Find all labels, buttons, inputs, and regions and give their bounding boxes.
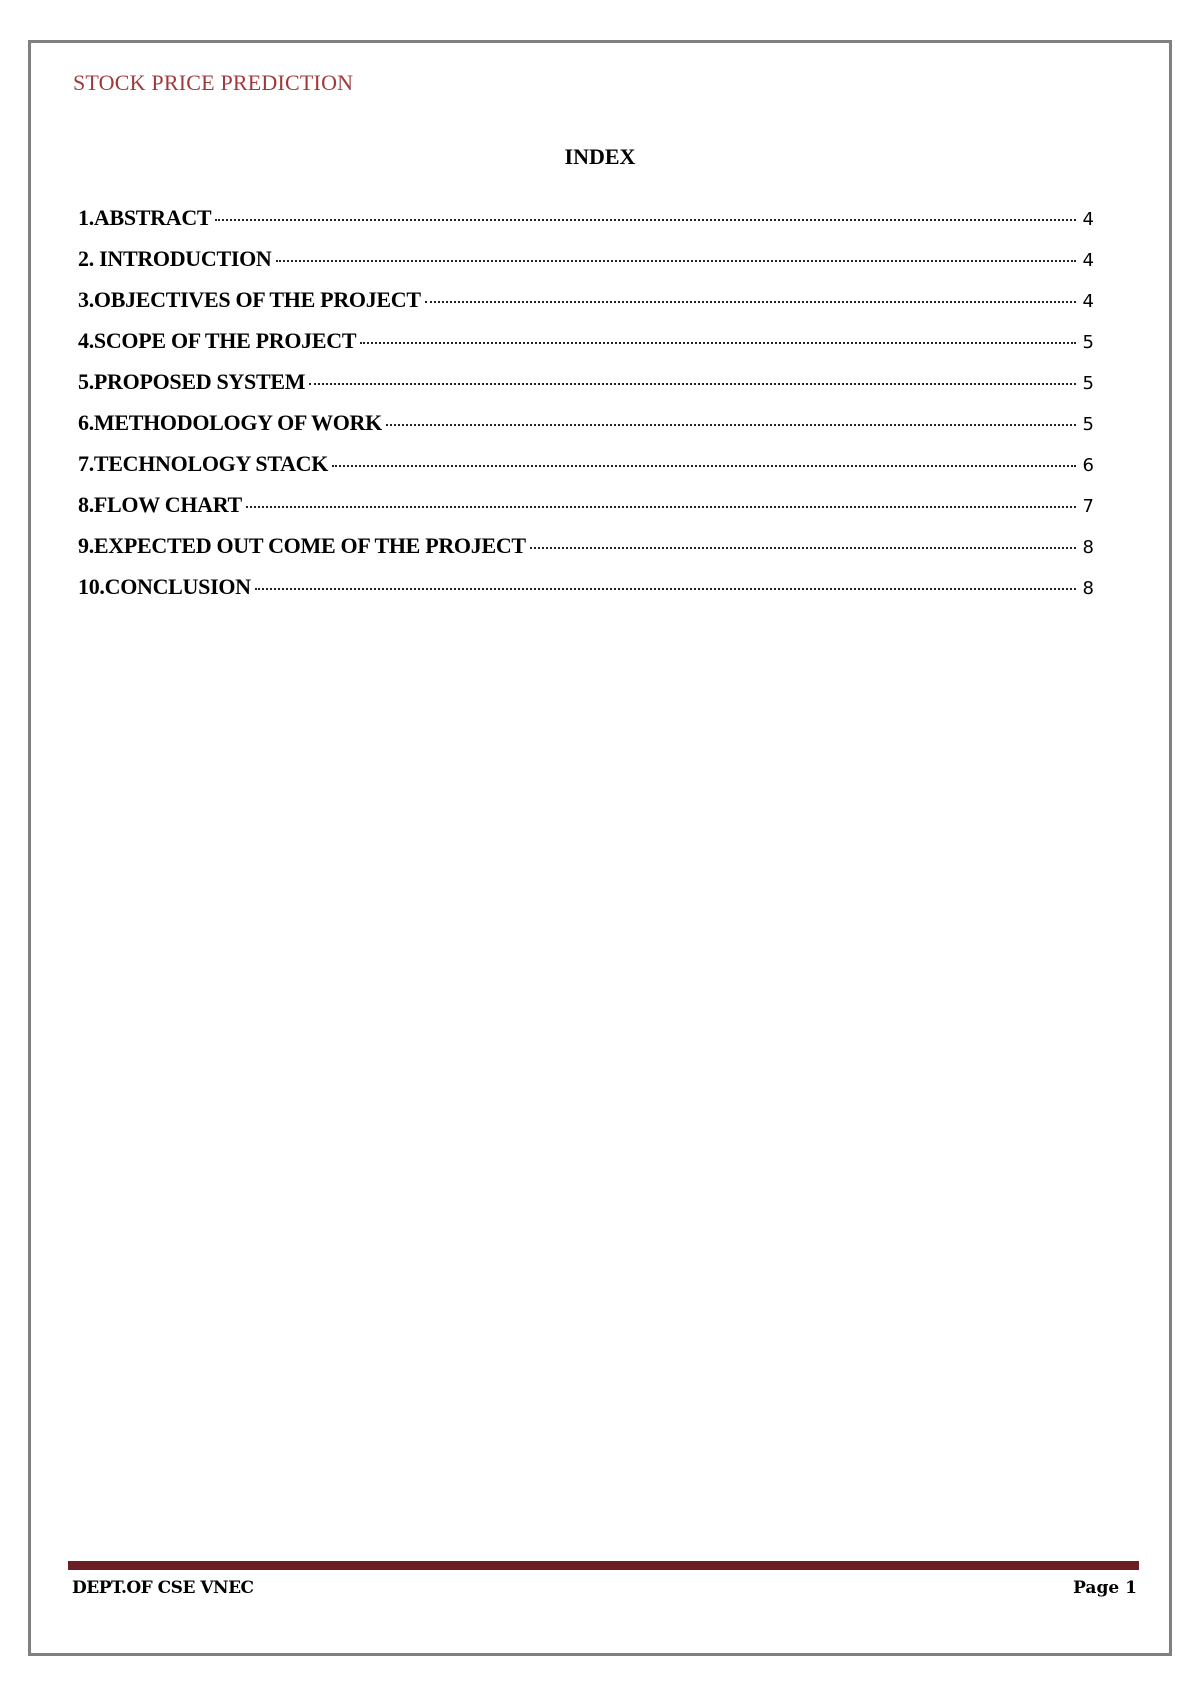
toc-entry-label: 9.EXPECTED OUT COME OF THE PROJECT — [78, 533, 526, 558]
toc-entry-objectives[interactable] — [78, 287, 1094, 328]
dot-leader — [360, 342, 1076, 344]
dot-leader — [246, 506, 1076, 508]
dot-leader — [425, 301, 1076, 303]
table-of-contents — [78, 205, 1094, 615]
dot-leader — [215, 219, 1076, 221]
toc-entry-label: 8.FLOW CHART — [78, 492, 242, 517]
toc-entry-abstract[interactable] — [78, 205, 1094, 246]
toc-entry-label: 3.OBJECTIVES OF THE PROJECT — [78, 287, 421, 312]
toc-entry-introduction[interactable] — [78, 246, 1094, 287]
toc-entry-label: 7.TECHNOLOGY STACK — [78, 451, 329, 476]
toc-entry-flow-chart[interactable] — [78, 492, 1094, 533]
running-header: STOCK PRICE PREDICTION — [73, 70, 354, 95]
dot-leader — [332, 465, 1076, 467]
toc-entry-technology-stack[interactable] — [78, 451, 1094, 492]
toc-entry-page: 8 — [1082, 537, 1094, 558]
toc-entry-label: 10.CONCLUSION — [78, 574, 251, 599]
toc-entry-proposed-system[interactable] — [78, 369, 1094, 410]
toc-entry-page: 6 — [1082, 455, 1094, 476]
toc-entry-page: 8 — [1082, 578, 1094, 599]
toc-entry-page: 4 — [1082, 209, 1094, 230]
toc-entry-label: 5.PROPOSED SYSTEM — [78, 369, 306, 394]
dot-leader — [386, 424, 1076, 426]
footer-department: DEPT.OF CSE VNEC — [72, 1578, 254, 1598]
toc-entry-scope[interactable] — [78, 328, 1094, 369]
toc-entry-label: 6.METHODOLOGY OF WORK — [78, 410, 382, 435]
toc-entry-page: 4 — [1082, 250, 1094, 271]
footer-page-label: Page — [1073, 1578, 1120, 1598]
toc-entry-methodology[interactable] — [78, 410, 1094, 451]
footer-rule — [68, 1561, 1139, 1570]
dot-leader — [309, 383, 1076, 385]
footer-page-number: 1 — [1125, 1578, 1137, 1598]
toc-entry-conclusion[interactable] — [78, 574, 1094, 615]
toc-entry-page: 5 — [1082, 414, 1094, 435]
toc-entry-page: 5 — [1082, 373, 1094, 394]
toc-entry-page: 5 — [1082, 332, 1094, 353]
dot-leader — [276, 260, 1076, 262]
toc-entry-page: 4 — [1082, 291, 1094, 312]
toc-entry-label: 1.ABSTRACT — [78, 205, 212, 230]
footer-page-indicator — [1067, 1578, 1137, 1598]
index-title: INDEX — [564, 144, 636, 169]
dot-leader — [255, 588, 1076, 590]
dot-leader — [530, 547, 1076, 549]
toc-entry-label: 4.SCOPE OF THE PROJECT — [78, 328, 357, 353]
toc-entry-label: 2. INTRODUCTION — [78, 246, 272, 271]
toc-entry-page: 7 — [1082, 496, 1094, 517]
toc-entry-expected-outcome[interactable] — [78, 533, 1094, 574]
